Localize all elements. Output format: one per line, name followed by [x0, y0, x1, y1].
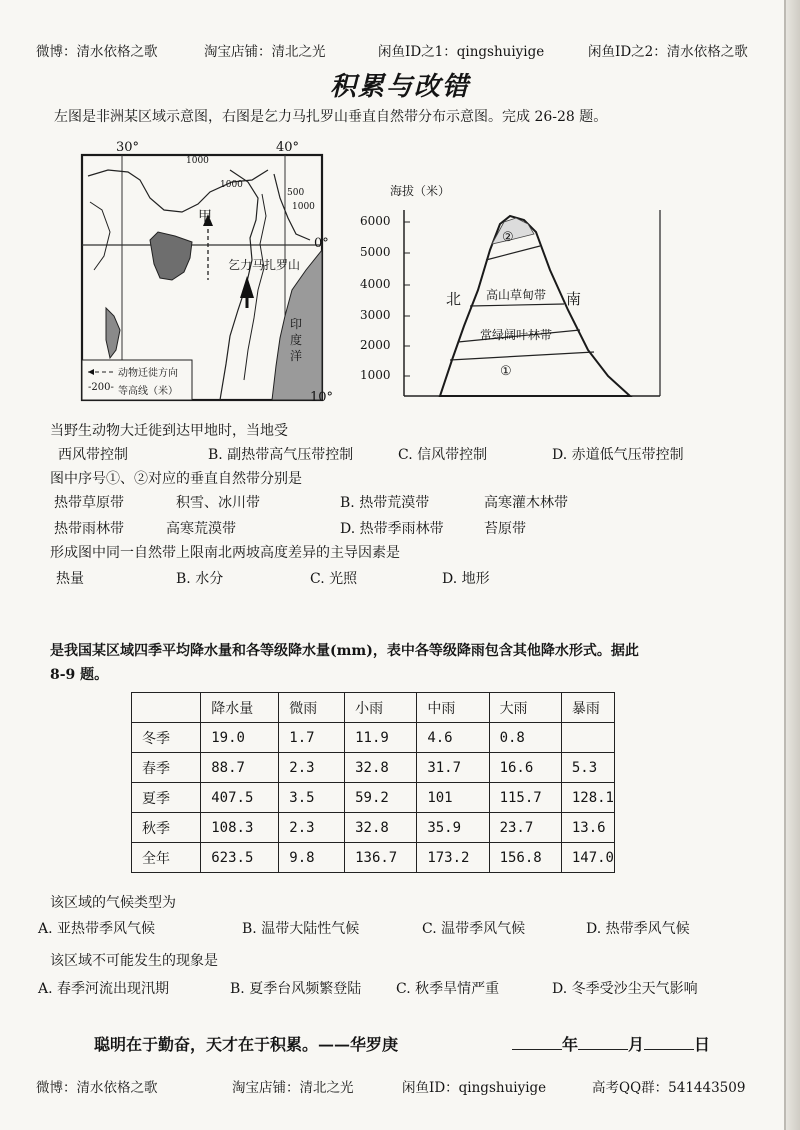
year-blank[interactable] — [512, 1035, 562, 1050]
africa-region-map — [80, 140, 334, 410]
q8-option-b: B. 温带大陆性气候 — [242, 921, 360, 937]
header-taobao: 淘宝店铺：清北之光 — [204, 44, 326, 60]
table-cell: 173.2 — [417, 843, 489, 873]
table-header-cell: 降水量 — [201, 693, 279, 723]
table-row-label: 春季 — [132, 753, 201, 783]
table-cell: 19.0 — [201, 723, 279, 753]
map-indian-ocean-label: 印 度 洋 — [290, 317, 303, 363]
table-cell: 407.5 — [201, 783, 279, 813]
profile-zone-evergreen: 常绿阔叶林带 — [480, 328, 553, 342]
table-row — [132, 813, 615, 843]
q26-option-c: C. 信风带控制 — [398, 447, 488, 463]
profile-zone-1: ① — [500, 364, 512, 379]
footer-xianyu: 闲鱼ID：qingshuiyige — [402, 1080, 547, 1096]
q27-option-b1: B. 热带荒漠带 — [340, 495, 430, 511]
footer-qq-group: 高考QQ群：541443509 — [592, 1080, 746, 1096]
book-spine-shadow — [786, 0, 800, 1130]
q28-option-d: D. 地形 — [442, 571, 490, 587]
table-cell: 623.5 — [201, 843, 279, 873]
q9-option-a: A. 春季河流出现汛期 — [38, 981, 170, 997]
table-cell: 23.7 — [489, 813, 561, 843]
q28-stem: 形成图中同一自然带上限南北两坡高度差异的主导因素是 — [50, 545, 400, 561]
table-header-cell: 中雨 — [417, 693, 489, 723]
table-header-cell: 大雨 — [489, 693, 561, 723]
map-lon-40: 40° — [276, 140, 300, 155]
table-cell: 2.3 — [279, 753, 345, 783]
map-contour-label-1000c: 1000 — [292, 202, 315, 212]
table-header-row — [132, 693, 615, 723]
map-lat-0: 0° — [314, 236, 329, 251]
profile-ytick-4000: 4000 — [360, 277, 391, 291]
table-header-cell: 暴雨 — [561, 693, 614, 723]
q9-option-c: C. 秋季旱情严重 — [396, 981, 500, 997]
table-cell: 2.3 — [279, 813, 345, 843]
q27-option-a2: 积雪、冰川带 — [176, 495, 260, 511]
map-contour-label-1000b: 1000 — [220, 180, 243, 190]
map-lon-30: 30° — [116, 140, 140, 155]
profile-ytick-5000: 5000 — [360, 245, 391, 259]
scan-edge-line — [784, 0, 786, 1130]
q26-stem: 当野生动物大迁徙到达甲地时，当地受 — [50, 423, 288, 439]
q28-option-c: C. 光照 — [310, 571, 358, 587]
q8-stem: 该区域的气候类型为 — [50, 895, 176, 911]
table-cell: 156.8 — [489, 843, 561, 873]
map-legend-contour-value: -200- — [88, 382, 114, 393]
section2-intro-line2: 8-9 题。 — [50, 667, 109, 683]
section2-intro-line1: 是我国某区域四季平均降水量和各等级降水量(mm)，表中各等级降雨包含其他降水形式。据此 — [50, 643, 639, 659]
table-cell: 31.7 — [417, 753, 489, 783]
table-cell: 9.8 — [279, 843, 345, 873]
q8-option-c: C. 温带季风气候 — [422, 921, 526, 937]
profile-ytick-6000: 6000 — [360, 214, 391, 228]
table-cell: 1.7 — [279, 723, 345, 753]
table-cell: 32.8 — [345, 753, 417, 783]
table-header-cell: 微雨 — [279, 693, 345, 723]
table-cell: 35.9 — [417, 813, 489, 843]
table-row-label: 全年 — [132, 843, 201, 873]
table-cell: 5.3 — [561, 753, 614, 783]
table-cell: 136.7 — [345, 843, 417, 873]
header-xianyu-1: 闲鱼ID之1：qingshuiyige — [378, 44, 545, 60]
table-cell: 32.8 — [345, 813, 417, 843]
table-header-cell — [132, 693, 201, 723]
month-blank[interactable] — [578, 1035, 628, 1050]
kilimanjaro-vertical-zone-chart — [360, 180, 670, 405]
profile-south-label: 南 — [566, 290, 582, 308]
table-row — [132, 753, 615, 783]
precipitation-table — [131, 692, 615, 873]
table-row — [132, 723, 615, 753]
q28-option-a: 热量 — [56, 571, 84, 587]
table-cell: 13.6 — [561, 813, 614, 843]
q27-option-c2: 高寒荒漠带 — [166, 521, 236, 537]
table-cell: 115.7 — [489, 783, 561, 813]
q26-option-d: D. 赤道低气压带控制 — [552, 447, 684, 463]
table-row-label: 冬季 — [132, 723, 201, 753]
q9-stem: 该区域不可能发生的现象是 — [50, 953, 218, 969]
table-cell: 0.8 — [489, 723, 561, 753]
profile-zone-2: ② — [502, 230, 514, 245]
page-title: 积累与改错 — [330, 72, 471, 102]
table-row-label: 秋季 — [132, 813, 201, 843]
day-label: 日 — [694, 1035, 711, 1054]
profile-ytick-3000: 3000 — [360, 308, 391, 322]
motto-quote: 聪明在于勤奋，天才在于积累。——华罗庚 — [94, 1035, 399, 1054]
q27-stem: 图中序号①、②对应的垂直自然带分别是 — [50, 471, 302, 487]
q27-option-a1: 热带草原带 — [54, 495, 124, 511]
map-contour-label-1000a: 1000 — [186, 156, 209, 166]
table-row-label: 夏季 — [132, 783, 201, 813]
date-line — [512, 1032, 710, 1055]
map-kilimanjaro-label: 乞力马扎罗山 — [228, 258, 301, 272]
q27-option-d1: D. 热带季雨林带 — [340, 521, 444, 537]
q28-option-b: B. 水分 — [176, 571, 224, 587]
q9-option-b: B. 夏季台风频繁登陆 — [230, 981, 362, 997]
table-cell: 108.3 — [201, 813, 279, 843]
table-cell: 3.5 — [279, 783, 345, 813]
map-lat-10: 10° — [310, 390, 334, 405]
table-row — [132, 843, 615, 873]
table-cell: 101 — [417, 783, 489, 813]
table-cell: 16.6 — [489, 753, 561, 783]
q8-option-a: A. 亚热带季风气候 — [38, 921, 156, 937]
header-weibo: 微博：清水依格之歌 — [36, 44, 158, 60]
profile-ytick-2000: 2000 — [360, 338, 391, 352]
table-cell: 59.2 — [345, 783, 417, 813]
q26-option-a: 西风带控制 — [58, 447, 128, 463]
section1-intro: 左图是非洲某区域示意图，右图是乞力马扎罗山垂直自然带分布示意图。完成 26-28 题。 — [54, 109, 608, 125]
q27-option-c1: 热带雨林带 — [54, 521, 124, 537]
header-xianyu-2: 闲鱼ID之2：清水依格之歌 — [588, 44, 748, 60]
map-legend-migration: 动物迁徙方向 — [118, 368, 178, 379]
profile-ylabel: 海拔（米） — [390, 184, 451, 198]
footer-taobao: 淘宝店铺：清北之光 — [232, 1080, 354, 1096]
table-cell: 11.9 — [345, 723, 417, 753]
profile-north-label: 北 — [446, 290, 462, 308]
q26-option-b: B. 副热带高气压带控制 — [208, 447, 354, 463]
q9-option-d: D. 冬季受沙尘天气影响 — [552, 981, 698, 997]
map-contour-label-500: 500 — [287, 188, 305, 198]
table-row — [132, 783, 615, 813]
month-label: 月 — [628, 1035, 645, 1054]
table-cell: 88.7 — [201, 753, 279, 783]
map-place-jia: 甲 — [198, 209, 212, 225]
table-cell: 147.0 — [561, 843, 614, 873]
table-cell — [561, 723, 614, 753]
profile-zone-alpine-meadow: 高山草甸带 — [486, 288, 547, 302]
table-header-cell: 小雨 — [345, 693, 417, 723]
q27-option-d2: 苔原带 — [484, 521, 526, 537]
q8-option-d: D. 热带季风气候 — [586, 921, 690, 937]
footer-weibo: 微博：清水依格之歌 — [36, 1080, 158, 1096]
day-blank[interactable] — [644, 1035, 694, 1050]
year-label: 年 — [562, 1035, 579, 1054]
table-cell: 4.6 — [417, 723, 489, 753]
profile-ytick-1000: 1000 — [360, 368, 391, 382]
q27-option-b2: 高寒灌木林带 — [484, 495, 568, 511]
map-legend-contour: 等高线（米） — [118, 386, 178, 397]
table-cell: 128.1 — [561, 783, 614, 813]
